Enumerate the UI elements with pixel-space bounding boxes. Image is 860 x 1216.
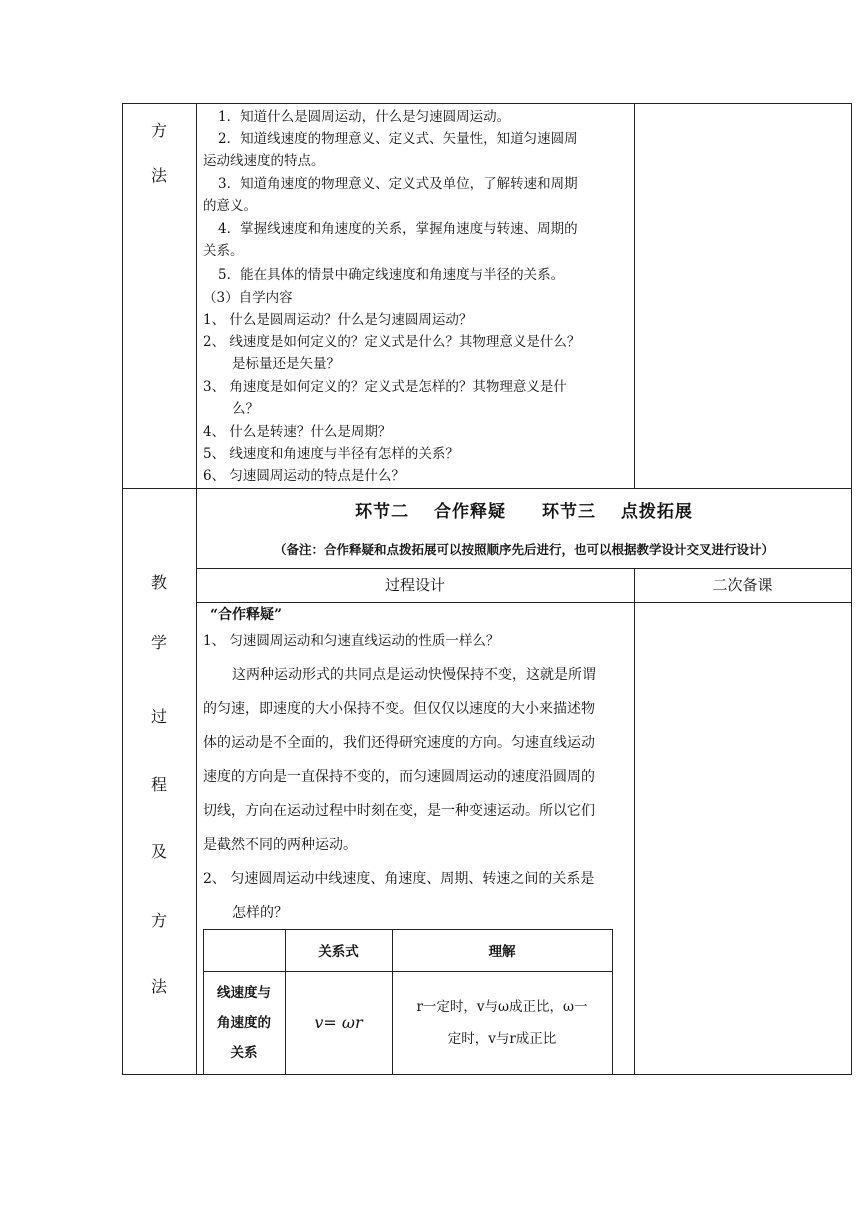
sidebar-char: 法 xyxy=(150,977,167,996)
header-row-bottom xyxy=(196,602,852,603)
column-header-process: 过程设计 xyxy=(384,576,445,594)
answer-line: 速度的方向是一直保持不变的，而匀速圆周运动的速度沿圆周的 xyxy=(203,769,595,785)
objective-line: 关系。 xyxy=(203,243,244,259)
objective-line: 1．知道什么是圆周运动，什么是匀速圆周运动。 xyxy=(218,109,511,125)
sidebar-char: 过 xyxy=(150,707,167,726)
objective-line: 2．知道线速度的物理意义、定义式、矢量性，知道匀速圆周 xyxy=(218,131,578,147)
column-divider-bottom xyxy=(634,568,635,1075)
objective-line: 的意义。 xyxy=(203,198,257,214)
inner-meaning-line: r一定时，v与ω成正比，ω一 xyxy=(416,999,588,1015)
inner-row-label: 关系 xyxy=(230,1045,258,1061)
self-study-item: 4、 什么是转速？什么是周期？ xyxy=(203,424,392,440)
objective-line: 4．掌握线速度和角速度的关系，掌握角速度与转速、周期的 xyxy=(218,221,578,237)
table-right-border xyxy=(851,103,852,1075)
objective-line: 运动线速度的特点。 xyxy=(203,153,325,169)
self-study-item: 1、 什么是圆周运动？什么是匀速圆周运动？ xyxy=(203,312,473,328)
question-2-cont: 怎样的？ xyxy=(232,905,288,921)
sidebar-char: 教 xyxy=(150,573,167,592)
self-study-item: 3、 角速度是如何定义的？定义式是怎样的？其物理意义是什 xyxy=(203,379,567,395)
answer-line: 这两种运动形式的共同点是运动快慢保持不变，这就是所谓 xyxy=(232,667,596,683)
self-study-item: 么？ xyxy=(232,401,259,417)
table-top-border xyxy=(122,103,852,104)
inner-header-meaning: 理解 xyxy=(488,944,516,960)
sidebar-char: 学 xyxy=(150,633,167,652)
answer-line: 体的运动是不全面的，我们还得研究速度的方向。匀速直线运动 xyxy=(203,735,595,751)
inner-row-label: 线速度与 xyxy=(217,985,271,1001)
objective-line: 3．知道角速度的物理意义、定义式及单位，了解转速和周期 xyxy=(218,176,578,192)
header-row-top xyxy=(196,568,852,569)
inner-table-top xyxy=(203,929,612,930)
column-header-second: 二次备课 xyxy=(712,576,773,594)
question-2: 2、 匀速圆周运动中线速度、角速度、周期、转速之间的关系是 xyxy=(203,871,595,887)
objective-line: 5．能在具体的情景中确定线速度和角速度与半径的关系。 xyxy=(218,267,565,283)
self-study-title: （3）自学内容 xyxy=(203,290,293,306)
row-divider xyxy=(122,488,852,489)
sidebar-char: 方 xyxy=(150,121,167,140)
coop-title: “合作释疑” xyxy=(210,607,283,623)
self-study-item: 2、 线速度是如何定义的？定义式是什么？其物理意义是什么？ xyxy=(203,334,581,350)
sidebar-char: 程 xyxy=(150,775,167,794)
question-1: 1、 匀速圆周运动和匀速直线运动的性质一样么？ xyxy=(203,633,500,649)
answer-line: 的匀速，即速度的大小保持不变。但仅仅以速度的大小来描述物 xyxy=(203,701,595,717)
answer-line: 是截然不同的两种运动。 xyxy=(203,837,357,853)
column-divider-top xyxy=(634,103,635,489)
inner-table-right xyxy=(612,929,613,1075)
inner-row-label: 角速度的 xyxy=(217,1015,271,1031)
section-heading: 环节二 合作释疑 环节三 点拨拓展 xyxy=(355,502,693,522)
sidebar-char: 法 xyxy=(150,166,167,185)
self-study-item: 6、 匀速圆周运动的特点是什么？ xyxy=(203,468,405,484)
inner-meaning-line: 定时，v与r成正比 xyxy=(447,1031,557,1047)
answer-line: 切线，方向在运动过程中时刻在变，是一种变速运动。所以它们 xyxy=(203,803,595,819)
inner-header-formula: 关系式 xyxy=(318,944,359,960)
section-note: （备注：合作释疑和点拨拓展可以按照顺序先后进行，也可以根据教学设计交叉进行设计） xyxy=(273,542,774,557)
sidebar-char: 方 xyxy=(150,911,167,930)
inner-formula: v= ωr xyxy=(314,1013,363,1032)
self-study-item: 是标量还是矢量？ xyxy=(232,356,340,372)
sidebar-char: 及 xyxy=(150,842,167,861)
self-study-item: 5、 线速度和角速度与半径有怎样的关系？ xyxy=(203,446,459,462)
table-bottom-border xyxy=(122,1074,852,1075)
inner-table-mid xyxy=(203,971,612,972)
